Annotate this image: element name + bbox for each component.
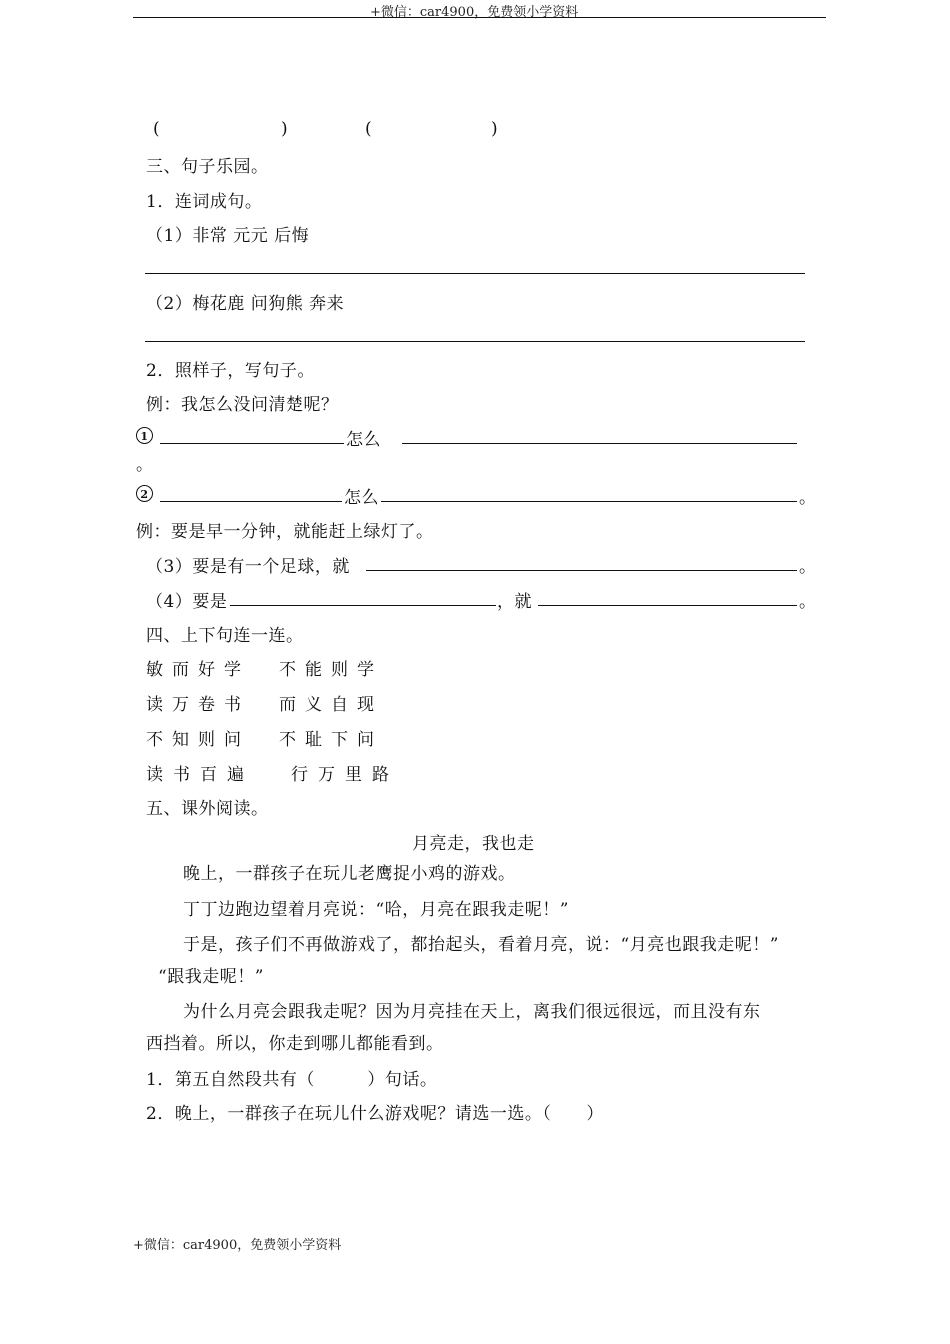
answer-line-1[interactable]	[145, 273, 805, 274]
story-paragraph-1: 晚上，一群孩子在玩儿老鹰捉小鸡的游戏。	[183, 864, 516, 884]
bracket-close-right: )	[491, 119, 499, 139]
circle-number-1: 1	[136, 427, 153, 444]
match-right-3[interactable]: 不耻下问	[279, 730, 383, 750]
page-header-text: +微信：car4900，免费领小学资料	[370, 5, 579, 20]
header-rule	[133, 17, 826, 18]
period-c1: 。	[136, 455, 154, 475]
answer-line-4a[interactable]	[230, 605, 496, 606]
page-footer-text: +微信：car4900，免费领小学资料	[133, 1238, 342, 1253]
section3-item3: （3）要是有一个足球，就	[146, 557, 350, 577]
bracket-open-left: (	[153, 119, 161, 139]
circled-item-2	[136, 483, 153, 503]
section3-q1-item2: （2）梅花鹿 问狗熊 奔来	[146, 294, 345, 314]
period-3: 。	[799, 557, 817, 577]
section5-q1: 1．第五自然段共有（ ）句话。	[146, 1070, 438, 1090]
story-paragraph-3: 于是，孩子们不再做游戏了，都抬起头，看着月亮，说：“月亮也跟我走呢！”	[183, 935, 779, 955]
match-left-4[interactable]: 读书百遍	[146, 765, 254, 785]
zenme-2: 怎么	[344, 488, 379, 508]
bracket-open-right: (	[365, 119, 373, 139]
match-left-2[interactable]: 读万卷书	[146, 695, 250, 715]
story-paragraph-2: 丁丁边跑边望着月亮说：“哈，月亮在跟我走呢！”	[183, 900, 569, 920]
period-c2: 。	[799, 488, 817, 508]
answer-line-c1-b[interactable]	[402, 443, 797, 444]
story-paragraph-4: “跟我走呢！”	[158, 967, 264, 987]
section3-title: 三、句子乐园。	[146, 157, 269, 177]
circle-number-2: 2	[136, 485, 153, 502]
zenme-1: 怎么	[346, 430, 381, 450]
answer-line-c1-a[interactable]	[160, 443, 344, 444]
section3-item4-prefix: （4）要是	[146, 592, 228, 612]
answer-line-c2-b[interactable]	[381, 501, 797, 502]
answer-line-3[interactable]	[366, 570, 797, 571]
bracket-close-left: )	[281, 119, 289, 139]
section3-q1-item1: （1）非常 元元 后悔	[146, 226, 310, 246]
match-right-4[interactable]: 行万里路	[291, 765, 399, 785]
section5-q2: 2．晚上，一群孩子在玩儿什么游戏呢？请选一选。（ ）	[146, 1104, 604, 1124]
section3-q2-label: 2．照样子，写句子。	[146, 361, 315, 381]
section3-item4-mid: ，就	[497, 592, 532, 612]
circled-item-1	[136, 425, 153, 445]
section4-title: 四、上下句连一连。	[146, 626, 304, 646]
match-left-3[interactable]: 不知则问	[146, 730, 250, 750]
story-paragraph-5b: 西挡着。所以，你走到哪儿都能看到。	[146, 1034, 444, 1054]
section3-example2: 例：要是早一分钟，就能赶上绿灯了。	[136, 522, 434, 542]
period-4: 。	[799, 592, 817, 612]
story-paragraph-5a: 为什么月亮会跟我走呢？因为月亮挂在天上，离我们很远很远，而且没有东	[183, 1002, 761, 1022]
match-left-1[interactable]: 敏而好学	[146, 660, 250, 680]
section5-title: 五、课外阅读。	[146, 799, 269, 819]
section3-example1: 例：我怎么没问清楚呢？	[146, 395, 339, 415]
answer-line-4b[interactable]	[538, 605, 797, 606]
answer-line-c2-a[interactable]	[160, 501, 342, 502]
story-title: 月亮走，我也走	[412, 834, 535, 854]
match-right-2[interactable]: 而义自现	[279, 695, 383, 715]
section3-q1-label: 1．连词成句。	[146, 192, 263, 212]
match-right-1[interactable]: 不能则学	[279, 660, 383, 680]
answer-line-2[interactable]	[145, 341, 805, 342]
